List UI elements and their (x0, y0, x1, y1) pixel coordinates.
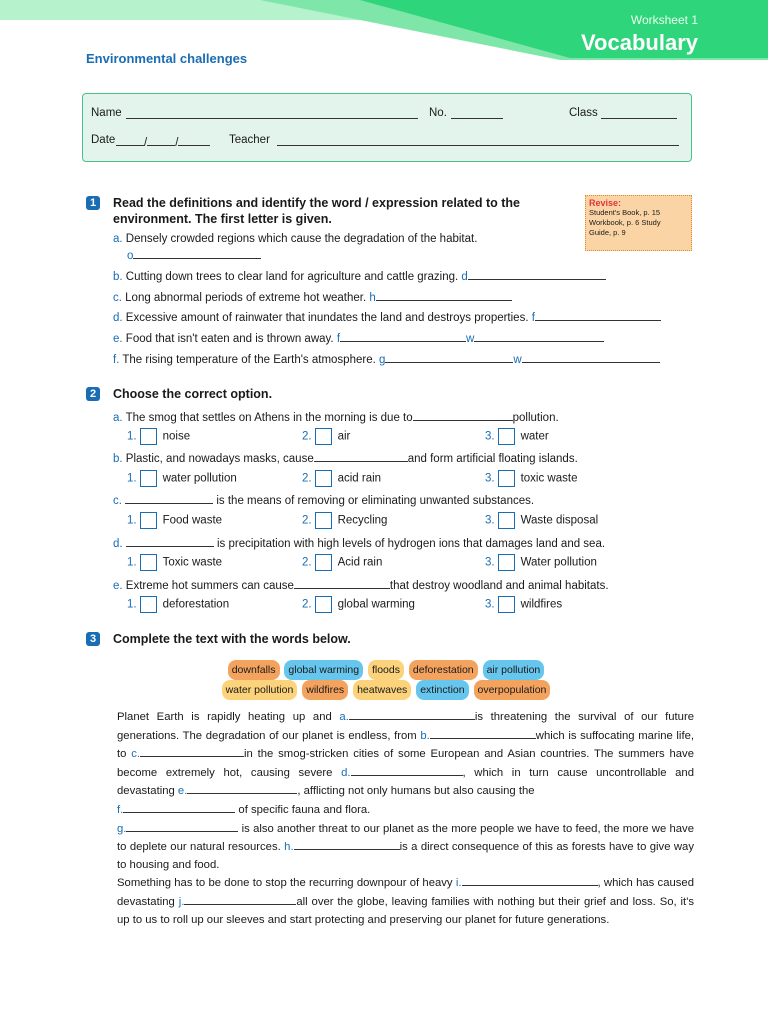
no-field[interactable] (451, 107, 503, 119)
name-label: Name (91, 107, 122, 119)
q2-item-e: e. Extreme hot summers can cause that destroy woodland and animal habitats. (113, 577, 609, 592)
checkbox[interactable] (315, 596, 332, 613)
checkbox[interactable] (498, 596, 515, 613)
word-bank-row-1 (86, 660, 686, 680)
q2-d-option-2[interactable]: 2. Acid rain (302, 554, 382, 571)
q2-b-option-2[interactable]: 2. acid rain (302, 470, 381, 487)
checkbox[interactable] (498, 512, 515, 529)
name-field[interactable] (126, 107, 418, 119)
checkbox[interactable] (498, 554, 515, 571)
date-label: Date (91, 134, 116, 146)
blank-a[interactable] (349, 708, 475, 720)
q1-item-b: b. Cutting down trees to clear land for agriculture and cattle grazing. d (113, 268, 606, 283)
q1-answer-b[interactable] (468, 268, 606, 280)
q1-answer-e2[interactable] (474, 330, 604, 342)
q2-item-b: b. Plastic, and nowadays masks, cause and form artificial floating islands. (113, 450, 578, 465)
q1-item-f: f. The rising temperature of the Earth's atmosphere. g w (113, 351, 660, 366)
student-info-box (82, 93, 692, 162)
q1-answer-e1[interactable] (340, 330, 466, 342)
q1-answer-d[interactable] (535, 309, 661, 321)
word-chip: wildfires (302, 680, 348, 700)
word-chip: extinction (416, 680, 468, 700)
word-chip: overpopulation (474, 680, 551, 700)
q2-blank-a[interactable] (413, 409, 513, 421)
revise-title: Revise: (589, 198, 622, 208)
q1-item-e: e. Food that isn't eaten and is thrown away. f w (113, 330, 604, 345)
blank-g[interactable] (126, 820, 238, 832)
blank-f[interactable] (123, 801, 235, 813)
q1-answer-a[interactable]: o (127, 247, 261, 262)
checkbox[interactable] (140, 554, 157, 571)
teacher-field[interactable] (277, 134, 679, 146)
q2-a-option-2[interactable]: 2. air (302, 428, 350, 445)
question-2-number: 2 (86, 387, 100, 401)
cloze-paragraph: Planet Earth is rapidly heating up and a. is threatening the survival of our future generations. The degradation of our planet is endless, from b. which is suffocating marine life, to c. in the smog-stricken cities of some European and Asian countries. The summers have become extremely hot, causing severe d. , which in turn cause uncontrollable and devastating e. , afflicting not only humans but also causing the f. of specific fauna and flora. g. is also another threat to our planet as the more people we have to feed, the more we have to deplete our natural resources. h. is a direct consequence of this as forests have to give way to housing and food. Something has to be done to stop the recurring downpour of heavy i. , which has caused devastating j. all over the globe, leaving families with nothing but their grief and loss. So, it's up to us to roll up our sleeves and start protecting and preserving our planet for future generations. (117, 708, 694, 929)
revise-line: Workbook, p. 6 Study (589, 218, 661, 227)
blank-i[interactable] (462, 874, 598, 886)
q2-e-option-1[interactable]: 1. deforestation (127, 596, 229, 613)
no-label: No. (429, 107, 447, 119)
q2-d-option-1[interactable]: 1. Toxic waste (127, 554, 222, 571)
checkbox[interactable] (315, 512, 332, 529)
question-1-instruction: Read the definitions and identify the word / expression related to the environment. The first letter is given. (113, 196, 521, 226)
revise-line: Guide, p. 9 (589, 228, 626, 237)
word-bank (86, 660, 686, 700)
question-3-number: 3 (86, 632, 100, 646)
q2-blank-d[interactable] (126, 535, 214, 547)
blank-c[interactable] (140, 745, 244, 757)
q2-c-option-3[interactable]: 3. Waste disposal (485, 512, 598, 529)
q2-blank-b[interactable] (314, 450, 408, 462)
checkbox[interactable] (315, 428, 332, 445)
q2-blank-c[interactable] (125, 492, 213, 504)
class-field[interactable] (601, 107, 677, 119)
q2-e-option-2[interactable]: 2. global warming (302, 596, 415, 613)
q2-d-option-3[interactable]: 3. Water pollution (485, 554, 597, 571)
q2-blank-e[interactable] (294, 577, 390, 589)
checkbox[interactable] (315, 554, 332, 571)
checkbox[interactable] (315, 470, 332, 487)
blank-h[interactable] (294, 838, 400, 850)
q1-item-d: d. Excessive amount of rainwater that inundates the land and destroys properties. f (113, 309, 661, 324)
checkbox[interactable] (498, 470, 515, 487)
word-chip: water pollution (222, 680, 298, 700)
q2-a-option-3[interactable]: 3. water (485, 428, 549, 445)
word-chip: heatwaves (353, 680, 411, 700)
date-field[interactable]: / / (116, 134, 210, 149)
word-chip: air pollution (483, 660, 545, 680)
revise-line: Student's Book, p. 15 (589, 208, 661, 217)
blank-e[interactable] (187, 782, 297, 794)
class-label: Class (569, 107, 598, 119)
q1-item-a: a. Densely crowded regions which cause the degradation of the habitat. (113, 233, 478, 245)
q2-item-d: d. is precipitation with high levels of hydrogen ions that damages land and sea. (113, 535, 605, 550)
teacher-label: Teacher (229, 134, 270, 146)
worksheet-title: Vocabulary (581, 30, 698, 55)
q2-b-option-3[interactable]: 3. toxic waste (485, 470, 577, 487)
question-1-number: 1 (86, 196, 100, 210)
question-2-instruction: Choose the correct option. (113, 387, 273, 401)
word-chip: deforestation (409, 660, 478, 680)
checkbox[interactable] (498, 428, 515, 445)
q1-answer-f2[interactable] (522, 351, 660, 363)
q2-c-option-1[interactable]: 1. Food waste (127, 512, 222, 529)
q2-a-option-1[interactable]: 1. noise (127, 428, 190, 445)
word-chip: floods (368, 660, 404, 680)
checkbox[interactable] (140, 470, 157, 487)
worksheet-number: Worksheet 1 (630, 13, 698, 27)
question-3-instruction: Complete the text with the words below. (113, 632, 351, 646)
blank-b[interactable] (430, 727, 536, 739)
revise-note (585, 195, 692, 251)
blank-d[interactable] (351, 764, 463, 776)
word-chip: downfalls (228, 660, 280, 680)
q2-item-c: c. is the means of removing or eliminating unwanted substances. (113, 492, 534, 507)
q2-e-option-3[interactable]: 3. wildfires (485, 596, 562, 613)
q1-answer-f1[interactable] (385, 351, 513, 363)
q2-b-option-1[interactable]: 1. water pollution (127, 470, 237, 487)
topic-title: Environmental challenges (86, 51, 248, 66)
q2-c-option-2[interactable]: 2. Recycling (302, 512, 387, 529)
word-bank-row-2 (86, 680, 686, 700)
checkbox[interactable] (140, 428, 157, 445)
word-chip: global warming (284, 660, 363, 680)
q1-answer-c[interactable] (376, 289, 512, 301)
q1-item-c: c. Long abnormal periods of extreme hot weather. h (113, 289, 512, 304)
blank-j[interactable] (184, 893, 296, 905)
checkbox[interactable] (140, 596, 157, 613)
checkbox[interactable] (140, 512, 157, 529)
q2-item-a: a. The smog that settles on Athens in the morning is due to pollution. (113, 409, 559, 424)
